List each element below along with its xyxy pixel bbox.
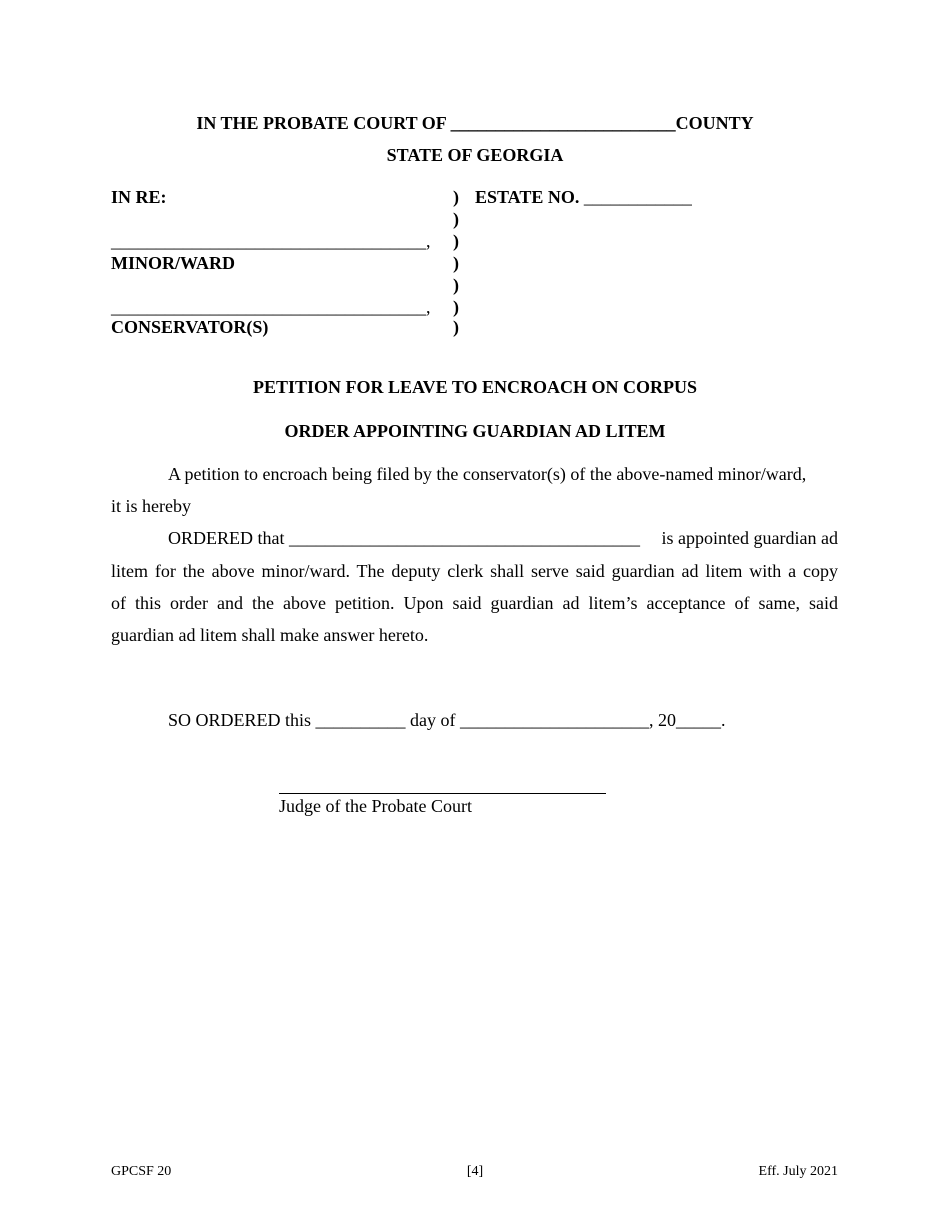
- petition-title: PETITION FOR LEAVE TO ENCROACH ON CORPUS: [252, 377, 698, 397]
- court-header-line: [0, 113, 950, 134]
- judge-signature-line[interactable]: [279, 793, 606, 794]
- paragraph-1-line-1: A petition to encroach being filed by the conservator(s) of the above-named minor/ward,: [168, 464, 807, 484]
- conservator-name-blank[interactable]: ___________________________________,: [111, 297, 431, 317]
- conservator-label: CONSERVATOR(S): [111, 317, 269, 337]
- guardian-name-blank[interactable]: _______________________________________: [289, 528, 640, 548]
- footer-effective-date: Eff. July 2021: [758, 1164, 838, 1179]
- caption-paren: ): [453, 209, 459, 229]
- caption-paren: ): [453, 275, 459, 295]
- paragraph-2-line-1-start: ORDERED that: [168, 528, 285, 548]
- state-heading: STATE OF GEORGIA: [386, 145, 564, 165]
- minor-name-blank[interactable]: ___________________________________,: [111, 231, 431, 251]
- paragraph-1-line-2: it is hereby: [111, 496, 191, 516]
- footer-page-number: [4]: [466, 1164, 484, 1179]
- court-line-prefix: IN THE PROBATE COURT OF: [196, 113, 447, 133]
- paragraph-2-line-2: litem for the above minor/ward. The deputy clerk shall serve said guardian ad litem with a copy: [111, 561, 838, 581]
- judge-signature-label: Judge of the Probate Court: [279, 796, 472, 816]
- caption-paren: ): [453, 187, 459, 207]
- caption-paren: ): [453, 297, 459, 317]
- so-ordered-date-line[interactable]: SO ORDERED this __________ day of _____________________, 20_____.: [168, 710, 726, 730]
- court-line-suffix: COUNTY: [675, 113, 754, 133]
- paragraph-2-line-3: of this order and the above petition. Upon said guardian ad litem’s acceptance of same, said: [111, 593, 838, 613]
- estate-number-field: [475, 187, 692, 208]
- in-re-label: IN RE:: [111, 187, 167, 207]
- caption-paren: ): [453, 231, 459, 251]
- estate-number-blank[interactable]: ____________: [583, 187, 692, 207]
- paragraph-2-line-4: guardian ad litem shall make answer hereto.: [111, 625, 429, 645]
- paragraph-2-line-1-end: is appointed guardian ad: [661, 528, 838, 548]
- caption-paren: ): [453, 253, 459, 273]
- estate-number-label: ESTATE NO.: [475, 187, 580, 207]
- county-name-blank[interactable]: _________________________: [450, 113, 676, 133]
- order-title: ORDER APPOINTING GUARDIAN AD LITEM: [284, 421, 666, 441]
- minor-ward-label: MINOR/WARD: [111, 253, 235, 273]
- caption-paren: ): [453, 317, 459, 337]
- footer-form-id: GPCSF 20: [111, 1164, 172, 1179]
